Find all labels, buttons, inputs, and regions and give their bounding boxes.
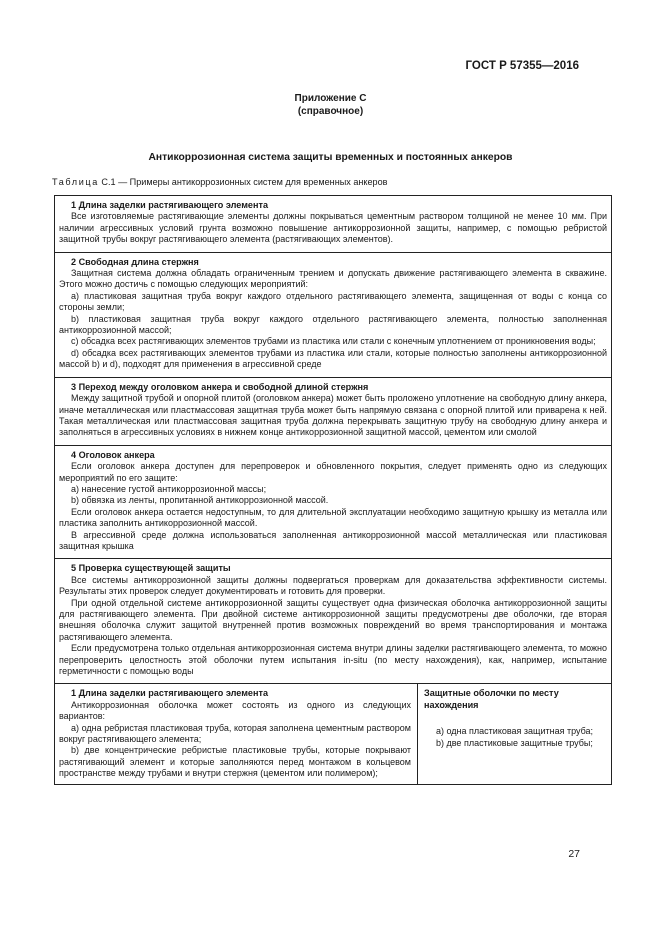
- standard-number: ГОСТ Р 57355—2016: [465, 60, 579, 72]
- section-paragraph: а) одна ребристая пластиковая труба, которая заполнена цементным раствором вокруг растягивающего элемента;: [59, 722, 411, 745]
- section-title: 1 Длина заделки растягивающего элемента: [71, 688, 268, 699]
- table-caption-prefix: Таблица: [52, 177, 99, 187]
- annex-title: Приложение C: [294, 93, 367, 104]
- table-section: [55, 196, 611, 253]
- section-paragraph: b) две концентрические ребристые пластиковые трубы, которые покрывают растягивающий элемент и которые заполняются перед монтажом в кольцевом пространстве между трубами и внутри стержня (цементом или полимером);: [59, 745, 411, 779]
- page-number: 27: [568, 848, 580, 860]
- split-row-right-cell: [418, 684, 611, 783]
- anticorrosion-table: [54, 195, 612, 785]
- section-paragraph: b) две пластиковые защитные трубы;: [436, 737, 593, 748]
- section-paragraph: Если предусмотрена только отдельная антикоррозионная система внутри длины заделки растягивающего элемента, то можно перепроверить целостность этой оболочки путем испытания in-situ (по месту нахождения), как, например, испытание герметичности с помощью воды: [59, 643, 607, 677]
- table-caption: [52, 177, 388, 187]
- section-paragraph: Между защитной трубой и опорной плитой (оголовком анкера) может быть проложено уплотнение на свободную длину анкера, иначе металлическая или пластмассовая защитная труба может быть напрямую связана с опорной плитой или приварена к ней. Такая металлическая или пластмассовая защитная труба должна перекрывать защитную трубу на свободную длину анкера и заполняться в агрессивных условиях в нижнем конце антикоррозионной защитной массой, цементом или смолой: [59, 393, 607, 438]
- section-paragraph: а) одна пластиковая защитная труба;: [436, 726, 594, 737]
- section-title: 3 Переход между оголовком анкера и свободной длиной стержня: [71, 381, 369, 392]
- section-paragraph: c) обсадка всех растягивающих элементов трубами из пластика или стали с конечным уплотнением от проникновения воды;: [71, 336, 596, 347]
- split-row-left-cell: [55, 684, 418, 783]
- section-paragraph: Антикоррозионная оболочка может состоять из одного из следующих вариантов:: [59, 699, 411, 722]
- section-paragraph: При одной отдельной системе антикоррозионной защиты существует одна физическая оболочка антикоррозионной защиты для растягивающего элемента. При двойной системе антикоррозионной защиты предусмотрены две оболочки, где вторая внешняя оболочка служит защитой внутренней против возможных повреждений во время транспортирования и монтажа растягивающего элемента.: [59, 597, 607, 642]
- section-paragraph: b) обвязка из ленты, пропитанной антикоррозионной массой.: [71, 495, 329, 506]
- table-split-row: [55, 684, 611, 784]
- annex-heading: [0, 92, 661, 118]
- section-paragraph: Все изготовляемые растягивающие элементы должны покрываться цементным раствором толщиной не менее 10 мм. При наличии агрессивных условий грунта возможно повышение антикоррозионной защиты, например, с помощью ребристой защитной трубы вокруг растягивающего элемента (растягивающих элементов).: [59, 211, 607, 245]
- section-title: 2 Свободная длина стержня: [71, 256, 199, 267]
- table-section: [55, 253, 611, 378]
- table-section: [55, 378, 611, 446]
- section-paragraph: В агрессивной среде должна использоваться заполненная антикоррозионной массой металлическая или пластиковая защитная крышка: [59, 529, 607, 551]
- section-title: 1 Длина заделки растягивающего элемента: [71, 200, 268, 210]
- annex-subtitle: (справочное): [297, 106, 364, 117]
- section-title: 5 Проверка существующей защиты: [71, 563, 231, 574]
- table-section: [55, 559, 611, 684]
- section-paragraph: d) обсадка всех растягивающих элементов трубами из пластика или стали, которые полностью заполнены антикоррозионной массой b) и d), подходят для применения в агрессивной среде: [59, 347, 607, 370]
- section-paragraph: Все системы антикоррозионной защиты должны подвергаться проверкам для доказательства эффективности системы. Результаты этих проверок следует документировать и готовить для проверки.: [59, 574, 607, 597]
- table-caption-text: С.1 — Примеры антикоррозионных систем для временных анкеров: [98, 177, 388, 187]
- table-section: [55, 446, 611, 560]
- section-paragraph: b) пластиковая защитная труба вокруг каждого отдельного растягивающего элемента, полностью заполненная антикоррозионной массой;: [59, 313, 607, 336]
- section-paragraph: Если оголовок анкера остается недоступным, то для длительной эксплуатации необходимо защитную крышку из металла или пластика заполнить антикоррозионной массой.: [59, 506, 607, 529]
- section-title: 4 Оголовок анкера: [71, 449, 155, 460]
- right-cell-title: Защитные оболочки по месту нахождения: [424, 688, 559, 710]
- section-paragraph: а) пластиковая защитная труба вокруг каждого отдельного растягивающего элемента, защищенная от воды с конца со стороны земли;: [59, 290, 607, 313]
- document-title: Антикоррозионная система защиты временных и постоянных анкеров: [148, 152, 513, 163]
- section-paragraph: Если оголовок анкера доступен для перепроверок и обновленного покрытия, следует применять одно из следующих мероприятий по его защите:: [59, 461, 607, 483]
- section-paragraph: Защитная система должна обладать ограниченным трением и допускать движение растягивающего элемента в скважине. Этого можно достичь с помощью следующих мероприятий:: [59, 268, 607, 290]
- section-paragraph: а) нанесение густой антикоррозионной массы;: [71, 483, 267, 494]
